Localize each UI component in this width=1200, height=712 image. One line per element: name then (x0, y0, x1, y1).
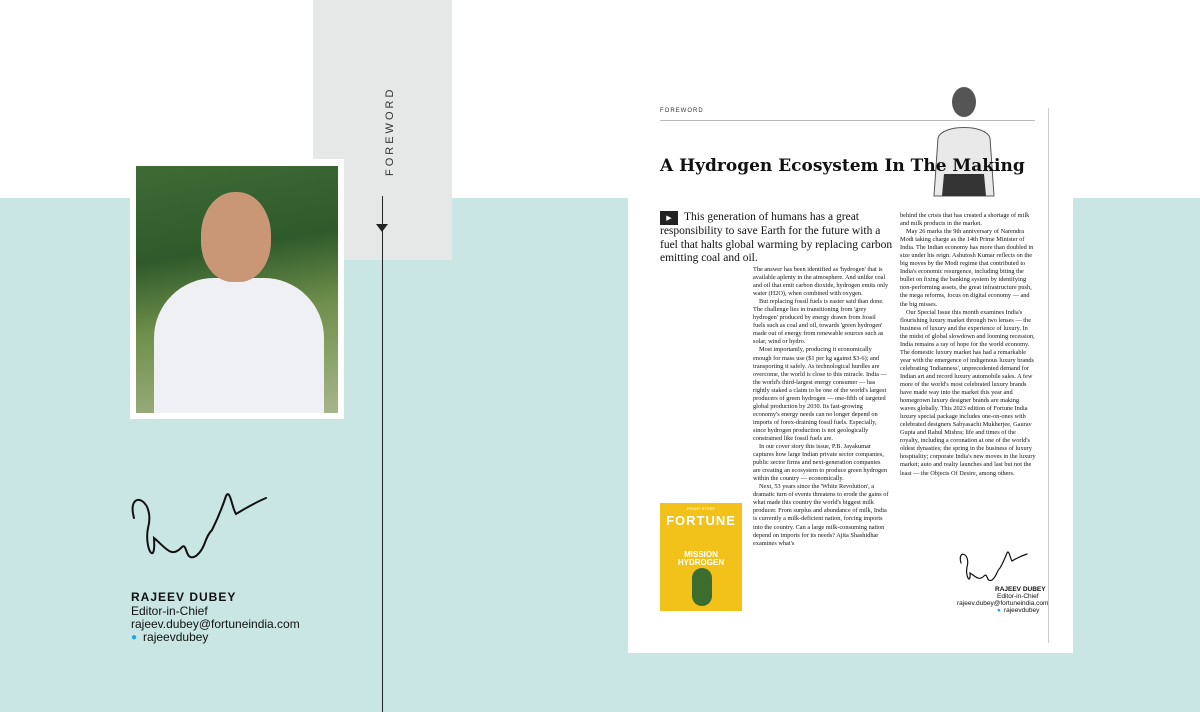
editor-portrait (136, 166, 338, 413)
cover-brand: FORTUNE (666, 513, 736, 528)
col2-paragraph: Our Special Issue this month examines India's flourishing luxury market through two lenses — the business of luxury and the experience of luxury. In the midst of global slowdown and looming recession, India remains a ray of hope for the world economy. The domestic luxury market has had a remarkable year with the emergence of indigenous luxury brands celebrating 'Indianness', unprecedented demand for Indian art and record luxury automobile sales. A few more of the world's most celebrated luxury brands have made way into the market this year and homegrown luxury designer brands are making waves globally. This 2023 edition of Fortune India luxury special package includes one-on-ones with celebrated designers Sabyasachi Mukherjee, Gaurav Gupta and Rahul Mishra; life and times of the royalty, including a coronation at one of the world's oldest dynasties; the spring in the business of luxury hospitality; corporate India's new moves in the luxury market; auto and realty launches and last but not the least — the Objects Of Desire, among others. (900, 308, 1036, 477)
small-editor-title: Editor-in-Chief (997, 593, 1039, 600)
cover-kicker: FRONT STORY (686, 506, 716, 511)
col1-paragraph: But replacing fossil fuels is easier said than done. The challenge lies in transitioning from 'grey hydrogen' produced by energy drawn from fossil fuels such as coal and oil, towards 'green hydrogen' made out of energy from renewable sources such as solar, wind or hydro. (753, 298, 884, 346)
col2-paragraph: May 26 marks the 9th anniversary of Narendra Modi taking charge as the 14th Prime Minister of India. The Indian economy has more than doubled in size under his reign. Ashutosh Kumar reflects on the big moves by the Modi regime that contributed to India's economic resurgence, including biting the bullet on fixing the banking system by identifying non-performing assets, the great infrastructure push, the mega reforms, focus on digital economy — and the big misses. (900, 228, 1034, 308)
editor-signature (126, 478, 276, 578)
article-column-2 (900, 212, 1036, 567)
small-editor-twitter[interactable] (997, 607, 1039, 614)
article-column-1 (753, 266, 889, 616)
editor-title: Editor-in-Chief (131, 604, 208, 618)
portrait-head (201, 192, 271, 282)
small-editor-name: RAJEEV DUBEY (995, 586, 1046, 593)
article-deck (660, 211, 896, 266)
col1-paragraph: The answer has been identified as 'hydrogen' that is available aplenty in the atmosphere. And unlike coal and oil that emit carbon dioxide, hydrogen emits only water (H2O), when combined with oxygen. (753, 266, 889, 298)
portrait-shirt (154, 278, 324, 413)
article-headline (660, 156, 1025, 176)
editor-twitter[interactable] (131, 630, 208, 644)
editor-twitter-handle: rajeevdubey (143, 630, 209, 644)
cover-illustration (692, 568, 712, 606)
twitter-bird-icon: ● (131, 631, 138, 643)
down-arrow-icon (376, 224, 388, 232)
editor-name: RAJEEV DUBEY (131, 590, 237, 604)
play-triangle-icon: ▶ (660, 211, 678, 225)
cover-headline: MISSION HYDROGEN (677, 550, 725, 567)
col1-paragraph: Most importantly, producing it economically enough for mass use ($1 per kg against $3-6); and transporting it safely. As technological hurdles are overcome, the world is close to this miracle. India — the world's third-largest energy consumer — has rightly staked a claim to be one of the world's largest producers of green hydrogen — one-fifth of targeted global production by 2030. Its fast-growing economy's energy needs can no longer depend on imports of forex-draining fossil fuels. Especially, since hydrogen production is not geologically constrained like fossil fuels are. (753, 346, 887, 442)
deck-text: This generation of humans has a great responsibility to save Earth for the future with a fuel that halts global warming by replacing carbon emitting coal and oil. (660, 211, 893, 264)
editor-email[interactable]: rajeev.dubey@fortuneindia.com (131, 617, 300, 631)
vertical-divider-line (382, 196, 383, 712)
magazine-cover-thumbnail (660, 503, 742, 611)
col1-paragraph: Next, 53 years since the 'White Revolution', a dramatic turn of events threatens to erode the gains of what made this country the world's biggest milk producer. From surplus and abundance of milk, India is currently a milk-deficient nation, forcing imports into the country. Can a large milk-consuming nation depend on imports for its needs? Ajita Shashidhar examines what's (753, 483, 889, 547)
page-right-rule (1048, 108, 1049, 643)
small-editor-email[interactable]: rajeev.dubey@fortuneindia.com (957, 600, 1049, 607)
col2-paragraph: behind the crisis that has created a shortage of milk and milk products in the market. (900, 212, 1030, 228)
section-label-vertical: FOREWORD (384, 86, 396, 176)
twitter-bird-icon: ● (997, 607, 1001, 614)
small-twitter-handle: rajeevdubey (1003, 607, 1040, 614)
small-signature (957, 545, 1037, 587)
col1-paragraph: In our cover story this issue, P.B. Jayakumar captures how large Indian private sector companies, public sector firms and next-generation companies are creating an ecosystem to produce green hydrogen within the country — economically. (753, 443, 888, 483)
page-section-label: FOREWORD (660, 108, 704, 114)
editor-mini-portrait (920, 78, 1008, 198)
headline-text: A Hydrogen Ecosystem In The Making (660, 156, 1025, 176)
